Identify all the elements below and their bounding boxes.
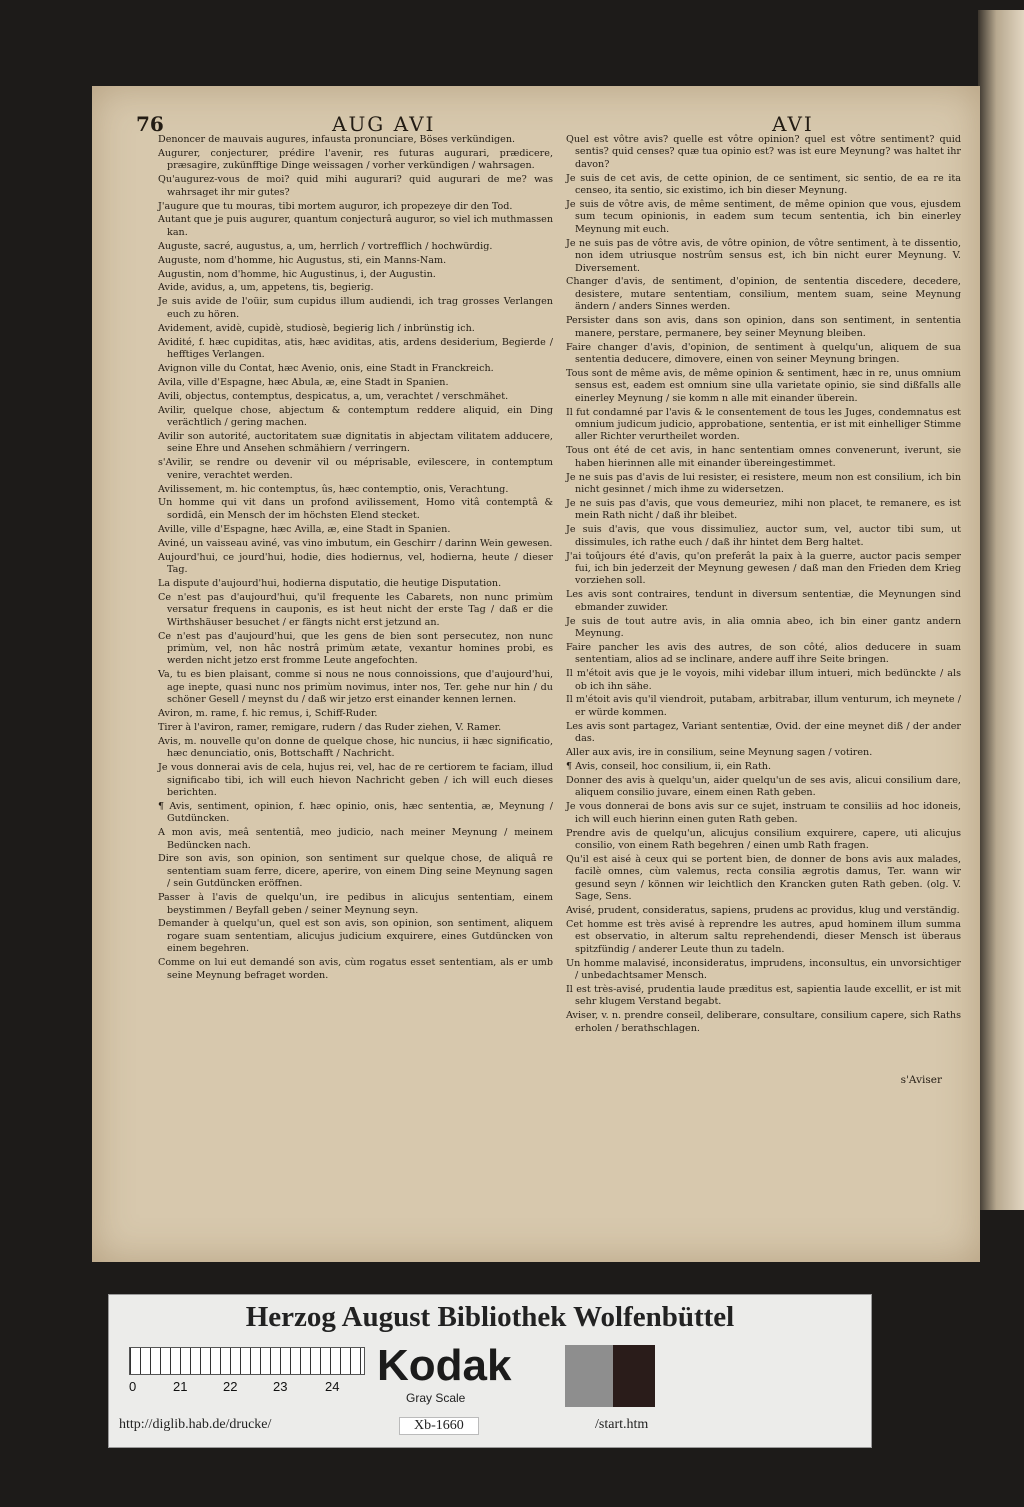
dictionary-entry: Je suis avide de l'oüir, sum cupidus illum audiendi, ich trag grosses Verlangen euch zu hören. bbox=[158, 296, 553, 320]
dark-patch bbox=[613, 1345, 655, 1407]
running-head-left: AUG AVI bbox=[332, 112, 436, 136]
dictionary-entry: A mon avis, meâ sententiâ, meo judicio, nach meiner Meynung / meinem Bedüncken nach. bbox=[158, 827, 553, 851]
dictionary-entry: Cet homme est très avisé à reprendre les autres, apud hominem illum summa est observatio, in alterum saltu reprehendendi, dieser Mensch ist überaus spitzfündig / anderer Leute thun zu tadeln. bbox=[566, 918, 961, 955]
gray-scale-label: Gray Scale bbox=[406, 1391, 466, 1405]
dictionary-entry: J'ai toûjours été d'avis, qu'on preferât la paix à la guerre, auctor pacis semper fui, ich bin jederzeit der Meynung gewesen / daß man den Frieden dem Krieg vorziehen soll. bbox=[566, 550, 961, 587]
running-head-right: AVI bbox=[772, 112, 814, 136]
dictionary-entry: Je vous donnerai avis de cela, hujus rei, vel, hac de re certiorem te faciam, illud significabo tibi, ich will euch hievon Nachricht geben / ich will euch dieses berichten. bbox=[158, 762, 553, 798]
dictionary-entry: Faire pancher les avis des autres, de son côté, alios deducere in suam sententiam, alios ad se inclinare, andere auff ihre Seite bringen. bbox=[566, 641, 961, 666]
dictionary-entry: Persister dans son avis, dans son opinion, dans son sentiment, in sententia manere, perstare, permanere, bey seiner Meynung bleiben. bbox=[566, 315, 961, 339]
dictionary-entry: Passer à l'avis de quelqu'un, ire pedibus in alicujus sententiam, einem beystimmen / Beyfall geben / seiner Meynung seyn. bbox=[158, 892, 553, 916]
shelfmark: Xb-1660 bbox=[399, 1417, 479, 1435]
dictionary-entry: Je ne suis pas d'avis de lui resister, ei resistere, meum non est consilium, ich bin nicht gesinnet / mich ihme zu widersetzen. bbox=[566, 471, 961, 495]
start-path: /start.htm bbox=[595, 1417, 649, 1432]
dictionary-entry: Ce n'est pas d'aujourd'hui, que les gens de bien sont persecutez, non nunc primùm, vel, non hâc nostrâ primùm ætate, vexantur homines probi, es werden nicht jetzo erst fromme Leute angefochten. bbox=[158, 630, 553, 667]
dictionary-entry: Il fut condamné par l'avis & le consentement de tous les Juges, condemnatus est omnium judicum judicio, approbatione, sententia, er ist mit einhelliger Stimme aller Richter verurtheilet worden. bbox=[566, 406, 961, 443]
dictionary-entry: Comme on lui eut demandé son avis, cùm rogatus esset sententiam, als er umb seine Meynung befraget worden. bbox=[158, 957, 553, 981]
dictionary-entry: Avisé, prudent, consideratus, sapiens, prudens ac providus, klug und verständig. bbox=[566, 904, 960, 916]
left-column bbox=[158, 134, 553, 984]
dictionary-entry: Je suis d'avis, que vous dissimuliez, auctor sum, vel, auctor tibi sum, ut dissimules, ich rathe euch / daß ihr hintet dem Berg haltet. bbox=[566, 524, 961, 548]
dictionary-entry: Autant que je puis augurer, quantum conjecturâ auguror, so viel ich muthmassen kan. bbox=[158, 214, 553, 238]
dictionary-entry: Quel est vôtre avis? quelle est vôtre opinion? quel est vôtre sentiment? quid sentis? quid censes? quæ tua opinio est? was ist eure Meynung? was haltet ihr davon? bbox=[566, 134, 961, 170]
ruler-label: 21 bbox=[173, 1379, 188, 1394]
dictionary-entry: La dispute d'aujourd'hui, hodierna disputatio, die heutige Disputation. bbox=[158, 577, 502, 589]
library-name: Herzog August Bibliothek Wolfenbüttel bbox=[245, 1301, 735, 1333]
dictionary-entry: Donner des avis à quelqu'un, aider quelqu'un de ses avis, alicui consilium dare, aliquem consilio juvare, einem einen Rath geben. bbox=[566, 774, 961, 799]
dictionary-entry: Aujourd'hui, ce jourd'hui, hodie, dies hodiernus, vel, hodierna, heute / dieser Tag. bbox=[158, 551, 553, 575]
dictionary-entry: Tous ont été de cet avis, in hanc sententiam omnes convenerunt, iverunt, sie haben hierinnen alle mit einander übereingestimmet. bbox=[566, 445, 961, 469]
dictionary-entry: Je ne suis pas d'avis, que vous demeuriez, mihi non placet, te remanere, es ist mein Rath nicht / daß ihr bleibet. bbox=[566, 497, 961, 522]
book-edge bbox=[978, 10, 1024, 1210]
dictionary-entry: Changer d'avis, de sentiment, d'opinion, de sententia discedere, decedere, desistere, mutare sententiam, consilium, mentem suam, seine Meynung ändern / anders Sinnes werden. bbox=[566, 276, 961, 313]
dictionary-entry: Denoncer de mauvais augures, infausta pronunciare, Böses verkündigen. bbox=[158, 134, 516, 145]
dictionary-entry: Faire changer d'avis, d'opinion, de sentiment à quelqu'un, aliquem de sua sententia deducere, dimovere, einen von seiner Meynung bringen. bbox=[566, 341, 961, 365]
dictionary-entry: Un homme malavisé, inconsideratus, imprudens, inconsultus, ein unvorsichtiger / unbedachtsamer Mensch. bbox=[566, 957, 961, 981]
ruler-scale bbox=[129, 1347, 365, 1375]
book-page bbox=[92, 86, 980, 1262]
dictionary-entry: Avidement, avidè, cupidè, studiosè, begierig lich / inbrünstig ich. bbox=[158, 322, 475, 334]
dictionary-entry: Il est très-avisé, prudentia laude præditus est, sapientia laude excellit, er ist mit sehr klugem Verstand begabt. bbox=[566, 983, 961, 1008]
dictionary-entry: Un homme qui vit dans un profond avilissement, Homo vitâ contemptâ & sordidâ, ein Mensch der im höchsten Elend stecket. bbox=[158, 497, 553, 521]
dictionary-entry: Aviron, m. rame, f. hic remus, i, Schiff-Ruder. bbox=[158, 707, 378, 719]
dictionary-entry: Avis, m. nouvelle qu'on donne de quelque chose, hic nuncius, ii hæc significatio, hæc denunciatio, onis, Bottschafft / Nachricht. bbox=[158, 735, 553, 760]
dictionary-entry: Je suis de cet avis, de cette opinion, de ce sentiment, sic sentio, de ea re ita censeo, ita sentio, sic existimo, ich bin dieser Meynung. bbox=[566, 172, 961, 197]
dictionary-entry: Augurer, conjecturer, prédire l'avenir, res futuras augurari, prædicere, præsagire, zukünfftige Dinge weissagen / vorher verkündigen / wahrsagen. bbox=[158, 147, 553, 172]
dictionary-entry: Auguste, nom d'homme, hic Augustus, sti, ein Manns-Nam. bbox=[158, 254, 447, 266]
dictionary-entry: Ce n'est pas d'aujourd'hui, qu'il frequente les Cabarets, non nunc primùm versatur frequens in cauponis, es ist heut nicht der erste Tag / daß er die Wirthshäuser besuchet / er fängts nicht erst jetzund an. bbox=[158, 591, 553, 628]
dictionary-entry: Aville, ville d'Espagne, hæc Avilla, æ, eine Stadt in Spanien. bbox=[158, 523, 451, 535]
dictionary-entry: Avide, avidus, a, um, appetens, tis, begierig. bbox=[158, 282, 374, 294]
dictionary-entry: Demander à quelqu'un, quel est son avis, son opinion, son sentiment, aliquem rogare suam sententiam, alicujus judicium exquirere, eines Gutdüncken von einem begehren. bbox=[158, 918, 553, 955]
dictionary-entry: Aviser, v. n. prendre conseil, deliberare, consultare, consilium capere, sich Raths erholen / berathschlagen. bbox=[566, 1010, 961, 1034]
dictionary-entry: Tous sont de même avis, de même opinion & sentiment, hæc in re, unus omnium sensus est, eadem est omnium sine ulla varietate opinio, sie sind dißfalls alle einerley Meynung / sie komm n alle mit einander überein. bbox=[566, 367, 961, 404]
dictionary-entry: Il m'étoit avis qu'il viendroit, putabam, arbitrabar, illum venturum, ich meynete / er würde kommen. bbox=[566, 694, 961, 718]
dictionary-entry: Auguste, sacré, augustus, a, um, herrlich / vortrefflich / hochwürdig. bbox=[158, 240, 493, 252]
ruler-label: 24 bbox=[325, 1379, 340, 1394]
dictionary-entry: Avilir son autorité, auctoritatem suæ dignitatis in abjectam vilitatem adducere, seine Ehre und Ansehen schmähiern / verringern. bbox=[158, 430, 553, 455]
ruler-label: 0 bbox=[129, 1379, 137, 1394]
gray-patch bbox=[565, 1345, 613, 1407]
library-url: http://diglib.hab.de/drucke/ bbox=[119, 1417, 272, 1432]
ruler-ticks bbox=[130, 1348, 364, 1374]
library-color-card bbox=[108, 1294, 872, 1448]
dictionary-entry: Avilir, quelque chose, abjectum & contemptum reddere aliquid, ein Ding verächtlich / gering machen. bbox=[158, 404, 553, 429]
dictionary-entry: Les avis sont contraires, tendunt in diversum sententiæ, die Meynungen sind ebmander zuwider. bbox=[566, 589, 961, 613]
dictionary-entry: Augustin, nom d'homme, hic Augustinus, i, der Augustin. bbox=[158, 268, 436, 280]
dictionary-entry: Avignon ville du Contat, hæc Avenio, onis, eine Stadt in Franckreich. bbox=[158, 362, 494, 374]
dictionary-entry: Aller aux avis, ire in consilium, seine Meynung sagen / votiren. bbox=[566, 747, 873, 759]
dictionary-entry: ¶ Avis, conseil, hoc consilium, ii, ein Rath. bbox=[566, 761, 772, 772]
dictionary-entry: s'Avilir, se rendre ou devenir vil ou méprisable, evilescere, in contemptum venire, verachtet werden. bbox=[158, 457, 553, 481]
dictionary-entry: ¶ Avis, sentiment, opinion, f. hæc opinio, onis, hæc sententia, æ, Meynung / Gutdüncken. bbox=[158, 800, 553, 825]
dictionary-entry: Je suis de tout autre avis, in alia omnia abeo, ich bin einer gantz andern Meynung. bbox=[566, 615, 961, 639]
dictionary-entry: Il m'étoit avis que je le voyois, mihi videbar illum intueri, mich bedünckte / als ob ich ihn sähe. bbox=[566, 668, 961, 692]
dictionary-entry: Qu'il est aisé à ceux qui se portent bien, de donner de bons avis aux malades, facilè omnes, cùm valemus, recta consilia ægrotis damus, Ter. wann wir gesund seyn / können wir leichtlich den Krancken guten Rath geben. (olg. V. Sage, Sens. bbox=[566, 853, 961, 903]
dictionary-entry: Qu'augurez-vous de moi? quid mihi augurari? quid augurari de me? was wahrsaget ihr mir gutes? bbox=[158, 174, 553, 198]
dictionary-entry: Je suis de vôtre avis, de même sentiment, de même opinion que vous, ejusdem sum tecum opinionis, in eadem sum tecum sententia, ich bin einerley Meynung mit euch. bbox=[566, 199, 961, 235]
dictionary-entry: Avila, ville d'Espagne, hæc Abula, æ, eine Stadt in Spanien. bbox=[158, 376, 449, 388]
dictionary-entry: Tirer à l'aviron, ramer, remigare, rudern / das Ruder ziehen, V. Ramer. bbox=[158, 721, 502, 733]
kodak-logo: Kodak bbox=[377, 1341, 512, 1390]
page-number: 76 bbox=[136, 112, 164, 136]
dictionary-entry: Aviné, un vaisseau aviné, vas vino imbutum, ein Geschirr / darinn Wein gewesen. bbox=[158, 537, 553, 549]
dictionary-entry: J'augure que tu mouras, tibi mortem auguror, ich propezeye dir den Tod. bbox=[158, 200, 513, 212]
dictionary-entry: Les avis sont partagez, Variant sententiæ, Ovid. der eine meynet diß / der ander das. bbox=[566, 720, 961, 745]
dictionary-entry: Avidité, f. hæc cupiditas, atis, hæc aviditas, atis, ardens desiderium, Begierde / hefftiges Verlangen. bbox=[158, 336, 553, 360]
ruler-label: 22 bbox=[223, 1379, 238, 1394]
dictionary-entry: Dire son avis, son opinion, son sentiment sur quelque chose, de aliquâ re sententiam suam ferre, dicere, aperire, von einem Ding seine Meynung sagen / sein Gutdüncken eröffnen. bbox=[158, 853, 553, 890]
dictionary-entry: Avilissement, m. hic contemptus, ûs, hæc contemptio, onis, Verachtung. bbox=[158, 483, 509, 495]
ruler-label: 23 bbox=[273, 1379, 288, 1394]
right-column bbox=[566, 134, 961, 1037]
dictionary-entry: Je ne suis pas de vôtre avis, de vôtre opinion, de vôtre sentiment, à te dissentio, non idem utriusque nostrûm sensus est, ich bin nicht eurer Meynung. V. Diversement. bbox=[566, 237, 961, 274]
dictionary-entry: Prendre avis de quelqu'un, alicujus consilium exquirere, capere, uti alicujus consilio, von einem Rath begehren / einen umb Rath fragen. bbox=[566, 827, 961, 851]
dictionary-entry: Va, tu es bien plaisant, comme si nous ne nous connoissions, que d'aujourd'hui, age inepte, quasi nunc nos primùm novimus, inter nos, Ter. gehe nur hin / du schöner Gesell / meynst du / daß wir jetzo erst einander kennen lernen. bbox=[158, 669, 553, 706]
dictionary-entry: Avili, objectus, contemptus, despicatus, a, um, verachtet / verschmähet. bbox=[158, 390, 509, 402]
dictionary-entry: Je vous donnerai de bons avis sur ce sujet, instruam te consiliis ad hoc idoneis, ich will euch hierinn einen guten Rath geben. bbox=[566, 801, 961, 825]
catchword: s'Aviser bbox=[900, 1074, 942, 1086]
